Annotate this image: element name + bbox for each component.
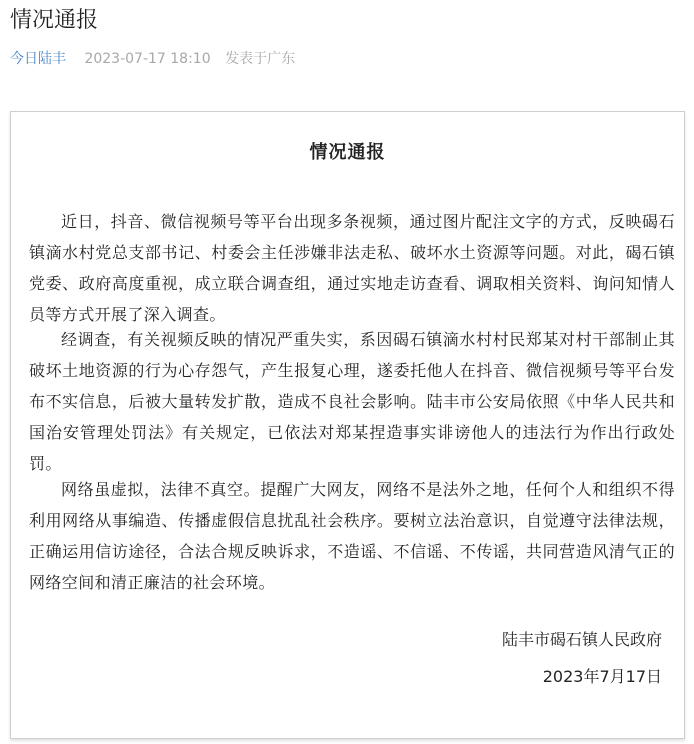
- document-paragraph-2: 经调查，有关视频反映的情况严重失实，系因碣石镇滴水村村民郑某对村干部制止其破坏土地资源的行为心存怨气，产生报复心理，遂委托他人在抖音、微信视频号等平台发布不实信息，后被大量转发扩散，造成不良社会影响。陆丰市公安局依照《中华人民共和国治安管理处罚法》有关规定，已依法对郑某捏造事实诽谤他人的违法行为作出行政处罚。: [29, 330, 675, 473]
- signature-organization: 陆丰市碣石镇人民政府: [501, 630, 662, 649]
- article-meta: [10, 49, 295, 69]
- publish-time: 2023-07-17 18:10: [84, 51, 211, 67]
- article-title: 情况通报: [10, 8, 99, 33]
- source-link[interactable]: 今日陆丰: [10, 51, 66, 67]
- notice-document-image: [10, 111, 685, 739]
- document-paragraph-1: 近日，抖音、微信视频号等平台出现多条视频，通过图片配注文字的方式，反映碣石镇滴水村党总支部书记、村委会主任涉嫌非法走私、破坏水土资源等问题。对此，碣石镇党委、政府高度重视，成立联合调查组，通过实地走访查看、调取相关资料、询问知情人员等方式开展了深入调查。: [29, 212, 675, 324]
- publish-location: 发表于广东: [225, 51, 296, 67]
- document-paragraph-3: 网络虽虚拟，法律不真空。提醒广大网友，网络不是法外之地，任何个人和组织不得利用网络从事编造、传播虚假信息扰乱社会秩序。要树立法治意识，自觉遵守法律法规，正确运用信访途径，合法合规反映诉求，不造谣、不信谣、不传谣，共同营造风清气正的网络空间和清正廉洁的社会环境。: [29, 480, 675, 592]
- document-title: 情况通报: [309, 142, 386, 163]
- signature-date: 2023年7月17日: [542, 667, 662, 686]
